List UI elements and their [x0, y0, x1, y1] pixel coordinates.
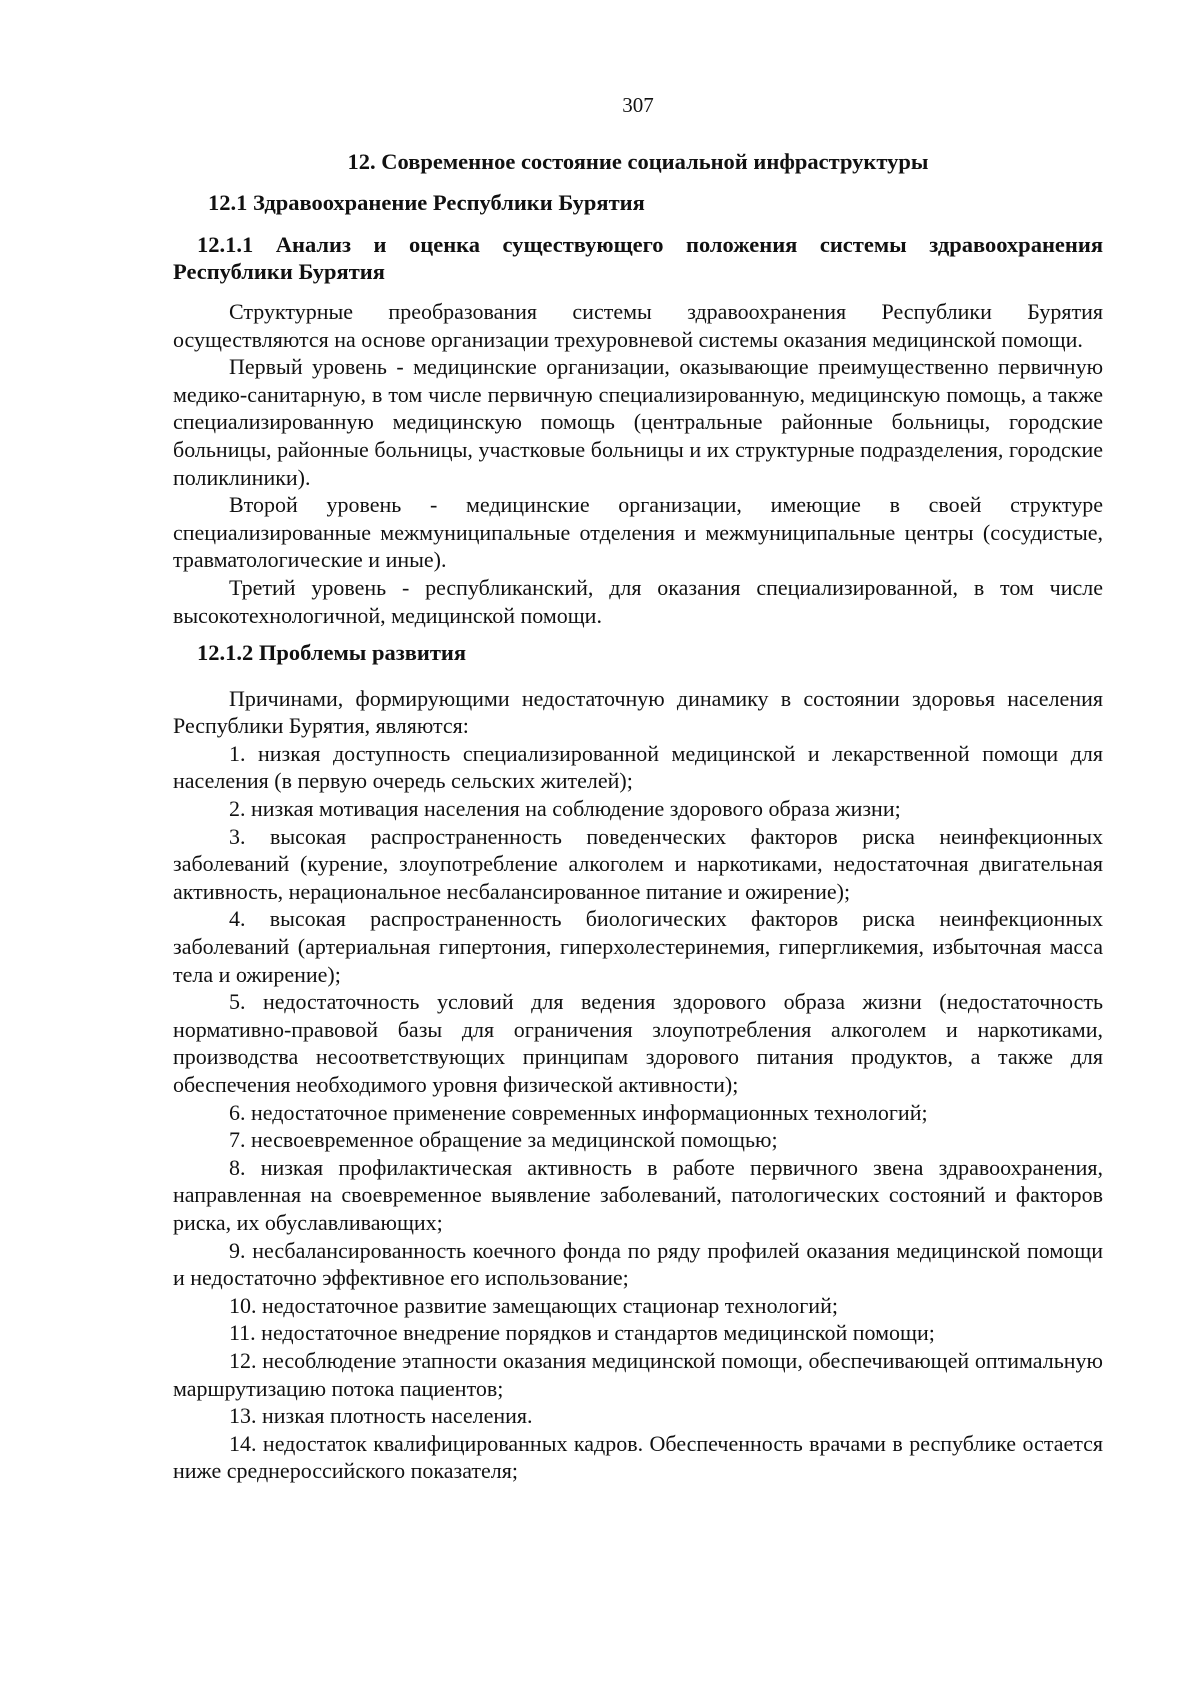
list-item: 4. высокая распространенность биологических факторов риска неинфекционных заболеваний (артериальная гипертония, гиперхолестеринемия, гипергликемия, избыточная масса тела и ожирение);: [173, 906, 1103, 987]
paragraph: Третий уровень - республиканский, для оказания специализированной, в том числе высокотехнологичной, медицинской помощи.: [173, 574, 1103, 628]
section-title: 12. Современное состояние социальной инфраструктуры: [347, 148, 929, 174]
list-item: 5. недостаточность условий для ведения здорового образа жизни (недостаточность нормативно-правовой базы для ограничения злоупотребления алкоголем и наркотиками, производства несоответствующих принципам здорового питания продуктов, а также для обеспечения необходимого уровня физической активности);: [173, 989, 1103, 1097]
document-page: [173, 92, 1103, 1485]
list-item: 7. несвоевременное обращение за медицинской помощью;: [229, 1127, 778, 1153]
list-item: 2. низкая мотивация населения на соблюдение здорового образа жизни;: [229, 796, 901, 822]
paragraph: Структурные преобразования системы здравоохранения Республики Бурятия осуществляются на основе организации трехуровневой системы оказания медицинской помощи.: [173, 298, 1103, 352]
list-item: 14. недостаток квалифицированных кадров. Обеспеченность врачами в республике остается ниже среднероссийского показателя;: [173, 1430, 1103, 1484]
list-item: 1. низкая доступность специализированной медицинской и лекарственной помощи для населения (в первую очередь сельских жителей);: [173, 740, 1103, 794]
subsubsection-title-problems: 12.1.2 Проблемы развития: [197, 640, 467, 666]
list-item: 6. недостаточное применение современных информационных технологий;: [229, 1099, 928, 1125]
list-item: 10. недостаточное развитие замещающих стационар технологий;: [229, 1292, 838, 1318]
paragraph: Второй уровень - медицинские организации, имеющие в своей структуре специализированные межмуниципальные отделения и межмуниципальные центры (сосудистые, травматологические и иные).: [173, 492, 1103, 573]
subsubsection-title-analysis: 12.1.1 Анализ и оценка существующего положения системы здравоохранения Республики Бурятия: [173, 231, 1103, 285]
analysis-section-body: [173, 298, 1103, 629]
list-item: 3. высокая распространенность поведенческих факторов риска неинфекционных заболеваний (курение, злоупотребление алкоголем и наркотиками, недостаточная двигательная активность, нерациональное несбалансированное питание и ожирение);: [173, 823, 1103, 904]
list-item: 9. несбалансированность коечного фонда по ряду профилей оказания медицинской помощи и недостаточно эффективное его использование;: [173, 1237, 1103, 1291]
paragraph: Причинами, формирующими недостаточную динамику в состоянии здоровья населения Республики Бурятия, являются:: [173, 685, 1103, 739]
paragraph: Первый уровень - медицинские организации, оказывающие преимущественно первичную медико-санитарную, в том числе первичную специализированную, медицинскую помощь, а также специализированную медицинскую помощь (центральные районные больницы, городские больницы, районные больницы, участковые больницы и их структурные подразделения, городские поликлиники).: [173, 354, 1103, 490]
page-number: 307: [622, 93, 654, 117]
list-item: 13. низкая плотность населения.: [229, 1403, 533, 1429]
list-item: 11. недостаточное внедрение порядков и стандартов медицинской помощи;: [229, 1320, 935, 1346]
problems-section-body: [173, 685, 1103, 1485]
list-item: 8. низкая профилактическая активность в работе первичного звена здравоохранения, направленная на своевременное выявление заболеваний, патологических состояний и факторов риска, их обуславливающих;: [173, 1154, 1103, 1235]
subsection-title: 12.1 Здравоохранение Республики Бурятия: [208, 190, 645, 216]
list-item: 12. несоблюдение этапности оказания медицинской помощи, обеспечивающей оптимальную маршрутизацию потока пациентов;: [173, 1347, 1103, 1401]
